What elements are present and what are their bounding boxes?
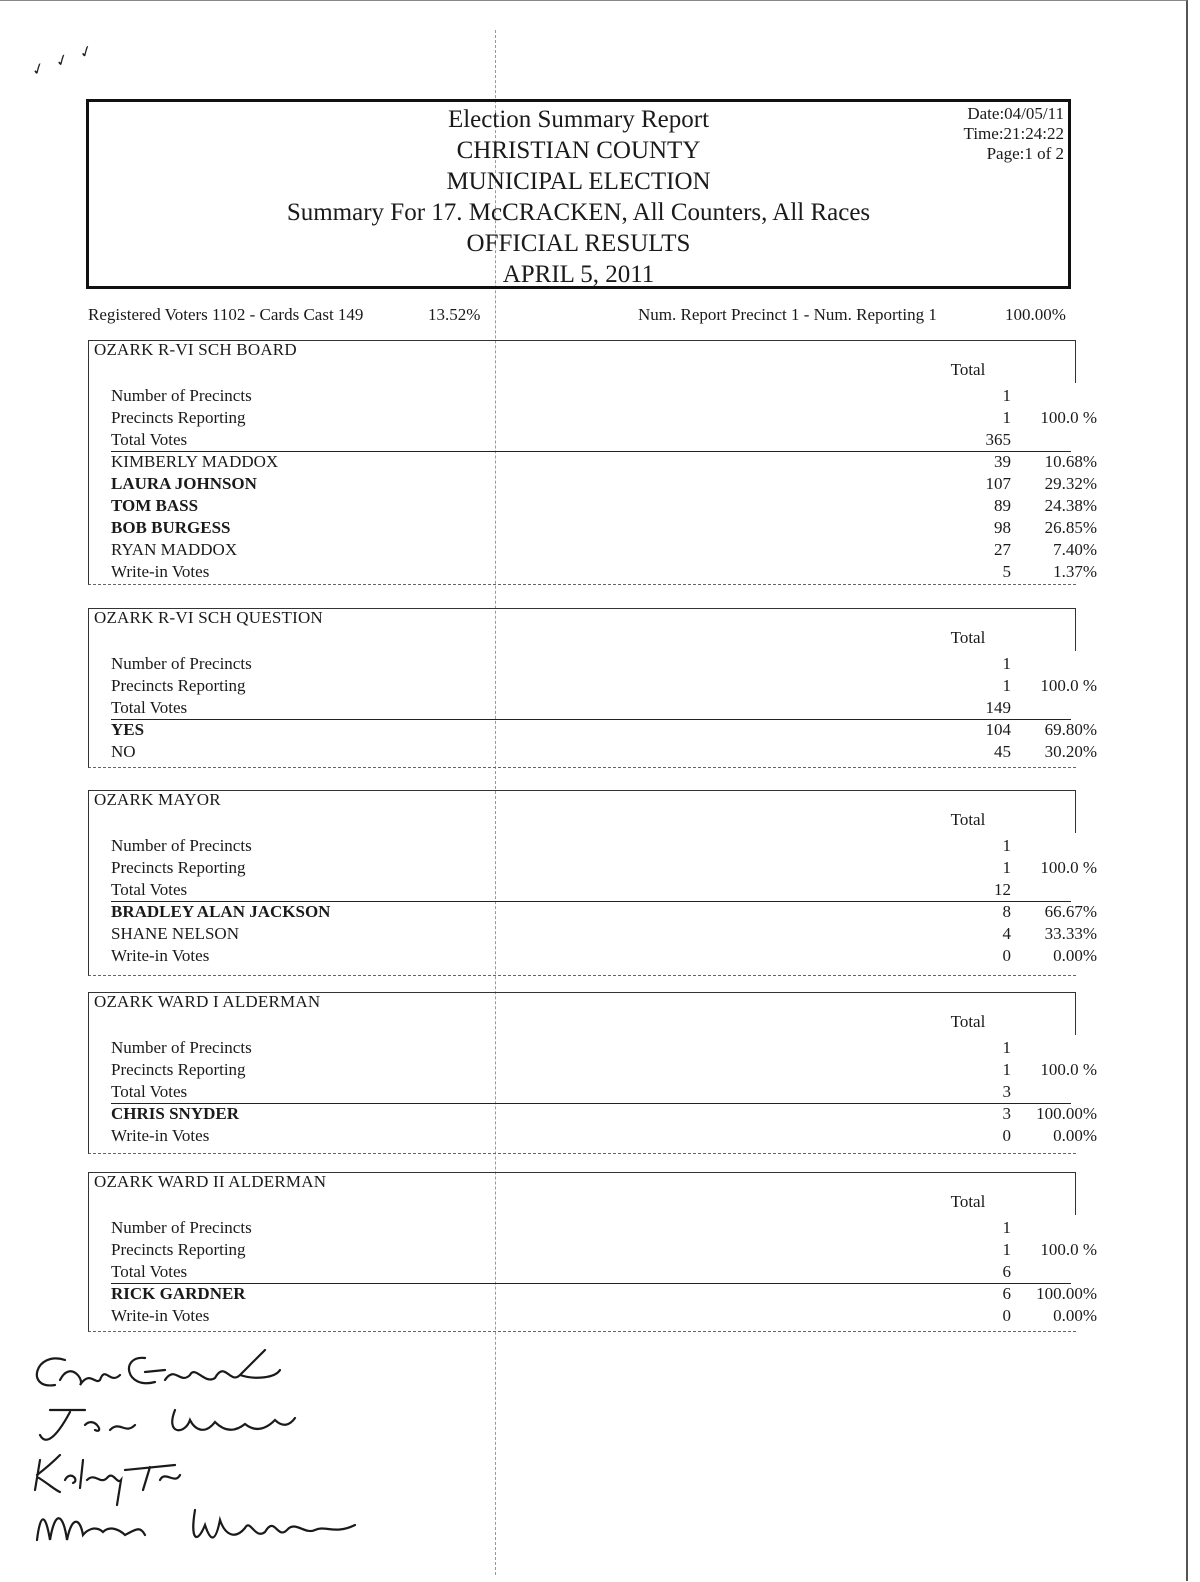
vote-percent: 0.00%	[1053, 946, 1097, 965]
vote-count: 45	[994, 742, 1011, 761]
candidate-name: KIMBERLY MADDOX	[111, 452, 279, 471]
race-block	[88, 608, 1097, 768]
official-signatures	[25, 1340, 405, 1560]
reporting-percent: 100.00%	[1005, 305, 1066, 324]
candidate-name: RICK GARDNER	[111, 1284, 246, 1303]
vote-percent: 100.00%	[1036, 1284, 1097, 1303]
stat-row	[111, 1261, 1070, 1283]
stat-row	[111, 653, 1070, 675]
candidate-row	[111, 495, 1097, 517]
vote-count: 1	[1002, 654, 1011, 673]
candidate-name: SHANE NELSON	[111, 924, 239, 943]
vote-count: 4	[1002, 924, 1011, 943]
vote-percent: 0.00%	[1053, 1126, 1097, 1145]
stat-row	[111, 1037, 1070, 1059]
race-block	[88, 790, 1097, 976]
candidate-name: RYAN MADDOX	[111, 540, 238, 559]
vote-count: 5	[1002, 562, 1011, 581]
candidate-name: BOB BURGESS	[111, 518, 231, 537]
total-column-header: Total	[950, 360, 986, 379]
candidate-row	[111, 741, 1097, 763]
race-title: OZARK WARD II ALDERMAN	[94, 1172, 327, 1191]
vote-percent: 100.0 %	[1040, 676, 1097, 695]
candidate-row	[111, 451, 1097, 473]
stat-row	[111, 1239, 1097, 1261]
vote-percent: 100.0 %	[1040, 1240, 1097, 1259]
page-number: Page:1 of 2	[986, 144, 1064, 163]
election-date: APRIL 5, 2011	[502, 261, 655, 288]
vote-count: 365	[985, 430, 1011, 449]
race-block	[88, 340, 1097, 585]
turnout-percent: 13.52%	[428, 305, 481, 324]
vote-percent: 33.33%	[1044, 924, 1097, 943]
vote-count: 89	[994, 496, 1011, 515]
report-time: Time:21:24:22	[963, 124, 1064, 143]
stat-label: Number of Precincts	[111, 1038, 252, 1057]
candidate-row	[111, 561, 1097, 583]
results-status: OFFICIAL RESULTS	[466, 230, 691, 257]
stat-row	[111, 835, 1070, 857]
vote-count: 149	[985, 698, 1011, 717]
vote-percent: 69.80%	[1044, 720, 1097, 739]
stat-label: Number of Precincts	[111, 654, 252, 673]
stat-row	[111, 1059, 1097, 1081]
candidate-row	[111, 1305, 1097, 1327]
corner-marks: ✓ ✓ ✓	[29, 40, 100, 81]
candidate-row	[111, 1103, 1097, 1125]
vote-count: 0	[1002, 1126, 1011, 1145]
vote-count: 8	[1002, 902, 1011, 921]
stat-label: Total Votes	[111, 430, 188, 449]
vote-count: 1	[1002, 1240, 1011, 1259]
stat-row	[111, 697, 1070, 719]
vote-count: 3	[1002, 1104, 1011, 1123]
candidate-name: Write-in Votes	[111, 562, 210, 581]
candidate-name: CHRIS SNYDER	[111, 1104, 239, 1123]
vote-count: 1	[1002, 1038, 1011, 1057]
stat-label: Total Votes	[111, 1082, 188, 1101]
stat-row	[111, 1217, 1070, 1239]
summary-line: Summary For 17. McCRACKEN, All Counters, All Races	[286, 199, 871, 226]
vote-count: 3	[1002, 1082, 1011, 1101]
vote-percent: 100.00%	[1036, 1104, 1097, 1123]
stat-label: Precincts Reporting	[111, 408, 246, 427]
stat-row	[111, 1081, 1070, 1103]
vote-percent: 100.0 %	[1040, 408, 1097, 427]
stat-label: Number of Precincts	[111, 1218, 252, 1237]
candidate-row	[111, 901, 1097, 923]
stat-label: Precincts Reporting	[111, 1240, 246, 1259]
candidate-name: Write-in Votes	[111, 946, 210, 965]
vote-count: 1	[1002, 408, 1011, 427]
stat-row	[111, 407, 1097, 429]
stat-label: Total Votes	[111, 698, 188, 717]
report-date: Date:04/05/11	[967, 104, 1064, 123]
vote-count: 107	[985, 474, 1011, 493]
vote-percent: 1.37%	[1053, 562, 1097, 581]
candidate-name: TOM BASS	[111, 496, 199, 515]
vote-percent: 0.00%	[1053, 1306, 1097, 1325]
total-column-header: Total	[950, 1012, 986, 1031]
candidate-row	[111, 473, 1097, 495]
candidate-row	[111, 539, 1097, 561]
vote-count: 1	[1002, 836, 1011, 855]
election-name: MUNICIPAL ELECTION	[446, 168, 711, 195]
candidate-name: Write-in Votes	[111, 1126, 210, 1145]
stat-label: Precincts Reporting	[111, 676, 246, 695]
vote-count: 6	[1002, 1262, 1011, 1281]
candidate-row	[111, 945, 1097, 967]
candidate-name: NO	[111, 742, 136, 761]
vote-count: 1	[1002, 676, 1011, 695]
vote-count: 12	[994, 880, 1011, 899]
vote-percent: 30.20%	[1044, 742, 1097, 761]
vote-count: 98	[994, 518, 1011, 537]
race-block	[88, 1172, 1097, 1332]
race-title: OZARK R-VI SCH BOARD	[94, 340, 297, 359]
total-column-header: Total	[950, 1192, 986, 1211]
stat-label: Total Votes	[111, 1262, 188, 1281]
race-title: OZARK WARD I ALDERMAN	[94, 992, 321, 1011]
race-block	[88, 992, 1097, 1154]
precincts-reporting-summary: Num. Report Precinct 1 - Num. Reporting 1	[638, 305, 937, 324]
vote-percent: 24.38%	[1044, 496, 1097, 515]
candidate-row	[111, 1125, 1097, 1147]
stat-label: Precincts Reporting	[111, 858, 246, 877]
candidate-name: BRADLEY ALAN JACKSON	[111, 902, 331, 921]
county-name: CHRISTIAN COUNTY	[456, 137, 701, 164]
vote-count: 6	[1002, 1284, 1011, 1303]
candidate-row	[111, 1283, 1097, 1305]
vote-count: 1	[1002, 1218, 1011, 1237]
candidate-row	[111, 923, 1097, 945]
stat-row	[111, 879, 1070, 901]
vote-count: 1	[1002, 386, 1011, 405]
stat-row	[111, 675, 1097, 697]
vote-percent: 7.40%	[1053, 540, 1097, 559]
stat-label: Total Votes	[111, 880, 188, 899]
race-title: OZARK R-VI SCH QUESTION	[94, 608, 323, 627]
vote-count: 27	[994, 540, 1011, 559]
vote-percent: 66.67%	[1044, 902, 1097, 921]
candidate-name: YES	[111, 720, 145, 739]
stat-row	[111, 857, 1097, 879]
stat-row	[111, 385, 1070, 407]
vote-count: 1	[1002, 858, 1011, 877]
vote-percent: 100.0 %	[1040, 858, 1097, 877]
stat-label: Precincts Reporting	[111, 1060, 246, 1079]
candidate-row	[111, 719, 1097, 741]
candidate-name: LAURA JOHNSON	[111, 474, 257, 493]
total-column-header: Total	[950, 628, 986, 647]
candidate-row	[111, 517, 1097, 539]
race-title: OZARK MAYOR	[94, 790, 221, 809]
vote-count: 0	[1002, 946, 1011, 965]
vote-count: 0	[1002, 1306, 1011, 1325]
total-column-header: Total	[950, 810, 986, 829]
vote-percent: 29.32%	[1044, 474, 1097, 493]
vote-count: 1	[1002, 1060, 1011, 1079]
registered-voters: Registered Voters 1102 - Cards Cast 149	[88, 305, 364, 324]
stat-label: Number of Precincts	[111, 836, 252, 855]
stat-label: Number of Precincts	[111, 386, 252, 405]
vote-percent: 100.0 %	[1040, 1060, 1097, 1079]
vote-percent: 10.68%	[1044, 452, 1097, 471]
vote-count: 104	[985, 720, 1011, 739]
candidate-name: Write-in Votes	[111, 1306, 210, 1325]
stat-row	[111, 429, 1070, 451]
report-header	[86, 99, 1071, 289]
vote-percent: 26.85%	[1044, 518, 1097, 537]
report-title: Election Summary Report	[447, 106, 710, 133]
report-meta	[964, 104, 1064, 164]
vote-count: 39	[994, 452, 1011, 471]
